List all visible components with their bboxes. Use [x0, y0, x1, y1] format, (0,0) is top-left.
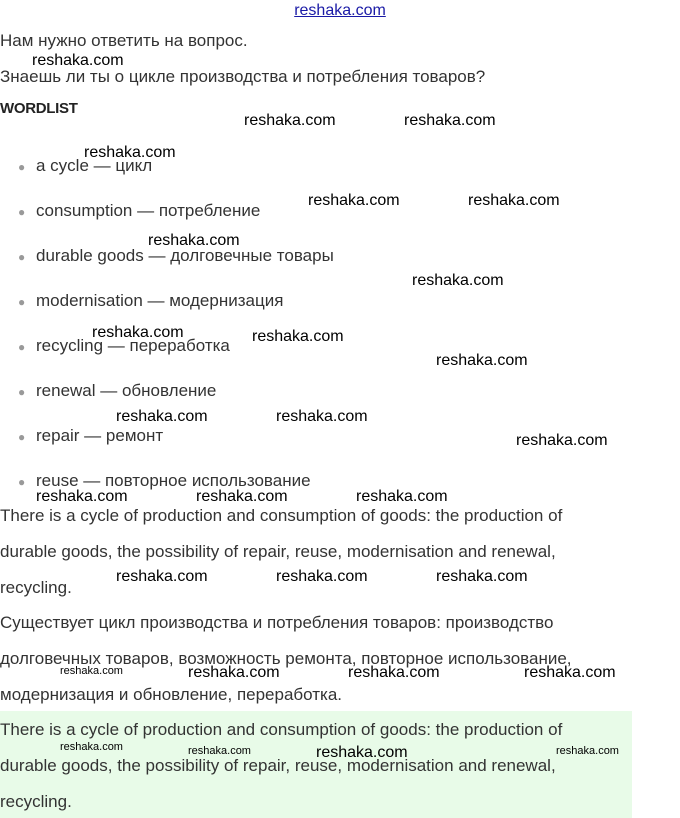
- paragraph-en-line: There is a cycle of production and consumption of goods: the production of: [0, 506, 563, 525]
- wordlist-title: WORDLIST: [0, 100, 78, 117]
- bullet-icon: ●: [18, 339, 26, 354]
- watermark: reshaka.com: [276, 408, 368, 425]
- paragraph-ru-line: Существует цикл производства и потребления товаров: производство: [0, 613, 554, 632]
- watermark: reshaka.com: [412, 272, 504, 289]
- watermark: reshaka.com: [32, 52, 124, 69]
- watermark: reshaka.com: [436, 568, 528, 585]
- wordlist-item-text: a cycle — цикл: [36, 156, 153, 175]
- watermark: reshaka.com: [556, 745, 619, 757]
- watermark: reshaka.com: [436, 352, 528, 369]
- watermark: reshaka.com: [308, 192, 400, 209]
- watermark: reshaka.com: [404, 112, 496, 129]
- watermark: reshaka.com: [148, 232, 240, 249]
- paragraph-en-line: recycling.: [0, 578, 72, 597]
- wordlist-item: [18, 381, 216, 401]
- watermark: reshaka.com: [316, 744, 408, 761]
- bullet-icon: ●: [18, 429, 26, 444]
- watermark: reshaka.com: [244, 112, 336, 129]
- paragraph-en-line: durable goods, the possibility of repair, reuse, modernisation and renewal,: [0, 542, 556, 561]
- bullet-icon: ●: [18, 294, 26, 309]
- answer-line: durable goods, the possibility of repair, reuse, modernisation and renewal,: [0, 756, 556, 775]
- bullet-icon: ●: [18, 204, 26, 219]
- watermark: reshaka.com: [516, 432, 608, 449]
- watermark: reshaka.com: [60, 741, 123, 753]
- watermark: reshaka.com: [348, 664, 440, 681]
- watermark: reshaka.com: [188, 664, 280, 681]
- intro-question-detail: Знаешь ли ты о цикле производства и потребления товаров?: [0, 67, 486, 86]
- wordlist-item: [18, 201, 260, 221]
- watermark: reshaka.com: [468, 192, 560, 209]
- wordlist-item-text: repair — ремонт: [36, 426, 164, 445]
- bullet-icon: ●: [18, 384, 26, 399]
- wordlist-item: [18, 426, 163, 446]
- watermark: reshaka.com: [36, 488, 128, 505]
- site-header-link[interactable]: reshaka.com: [294, 2, 386, 19]
- watermark: reshaka.com: [188, 745, 251, 757]
- watermark: reshaka.com: [60, 665, 123, 677]
- watermark: reshaka.com: [84, 144, 176, 161]
- bullet-icon: ●: [18, 249, 26, 264]
- answer-line: recycling.: [0, 792, 72, 811]
- wordlist-item-text: durable goods — долговечные товары: [36, 246, 334, 265]
- intro-question: Нам нужно ответить на вопрос.: [0, 31, 248, 50]
- wordlist-item-text: reuse — повторное использование: [36, 471, 311, 490]
- wordlist-item-text: recycling — переработка: [36, 336, 230, 355]
- paragraph-ru-line: модернизация и обновление, переработка.: [0, 685, 343, 704]
- bullet-icon: ●: [18, 474, 26, 489]
- wordlist-item-text: modernisation — модернизация: [36, 291, 284, 310]
- wordlist-item: [18, 291, 283, 311]
- watermark: reshaka.com: [524, 664, 616, 681]
- watermark: reshaka.com: [116, 408, 208, 425]
- watermark: reshaka.com: [276, 568, 368, 585]
- watermark: reshaka.com: [116, 568, 208, 585]
- wordlist-item-text: consumption — потребление: [36, 201, 261, 220]
- watermark: reshaka.com: [356, 488, 448, 505]
- paragraph-ru-line: долговечных товаров, возможность ремонта, повторное использование,: [0, 649, 572, 668]
- wordlist-item-text: renewal — обновление: [36, 381, 217, 400]
- watermark: reshaka.com: [252, 328, 344, 345]
- answer-line: There is a cycle of production and consumption of goods: the production of: [0, 720, 563, 739]
- bullet-icon: ●: [18, 159, 26, 174]
- watermark: reshaka.com: [92, 324, 184, 341]
- watermark: reshaka.com: [196, 488, 288, 505]
